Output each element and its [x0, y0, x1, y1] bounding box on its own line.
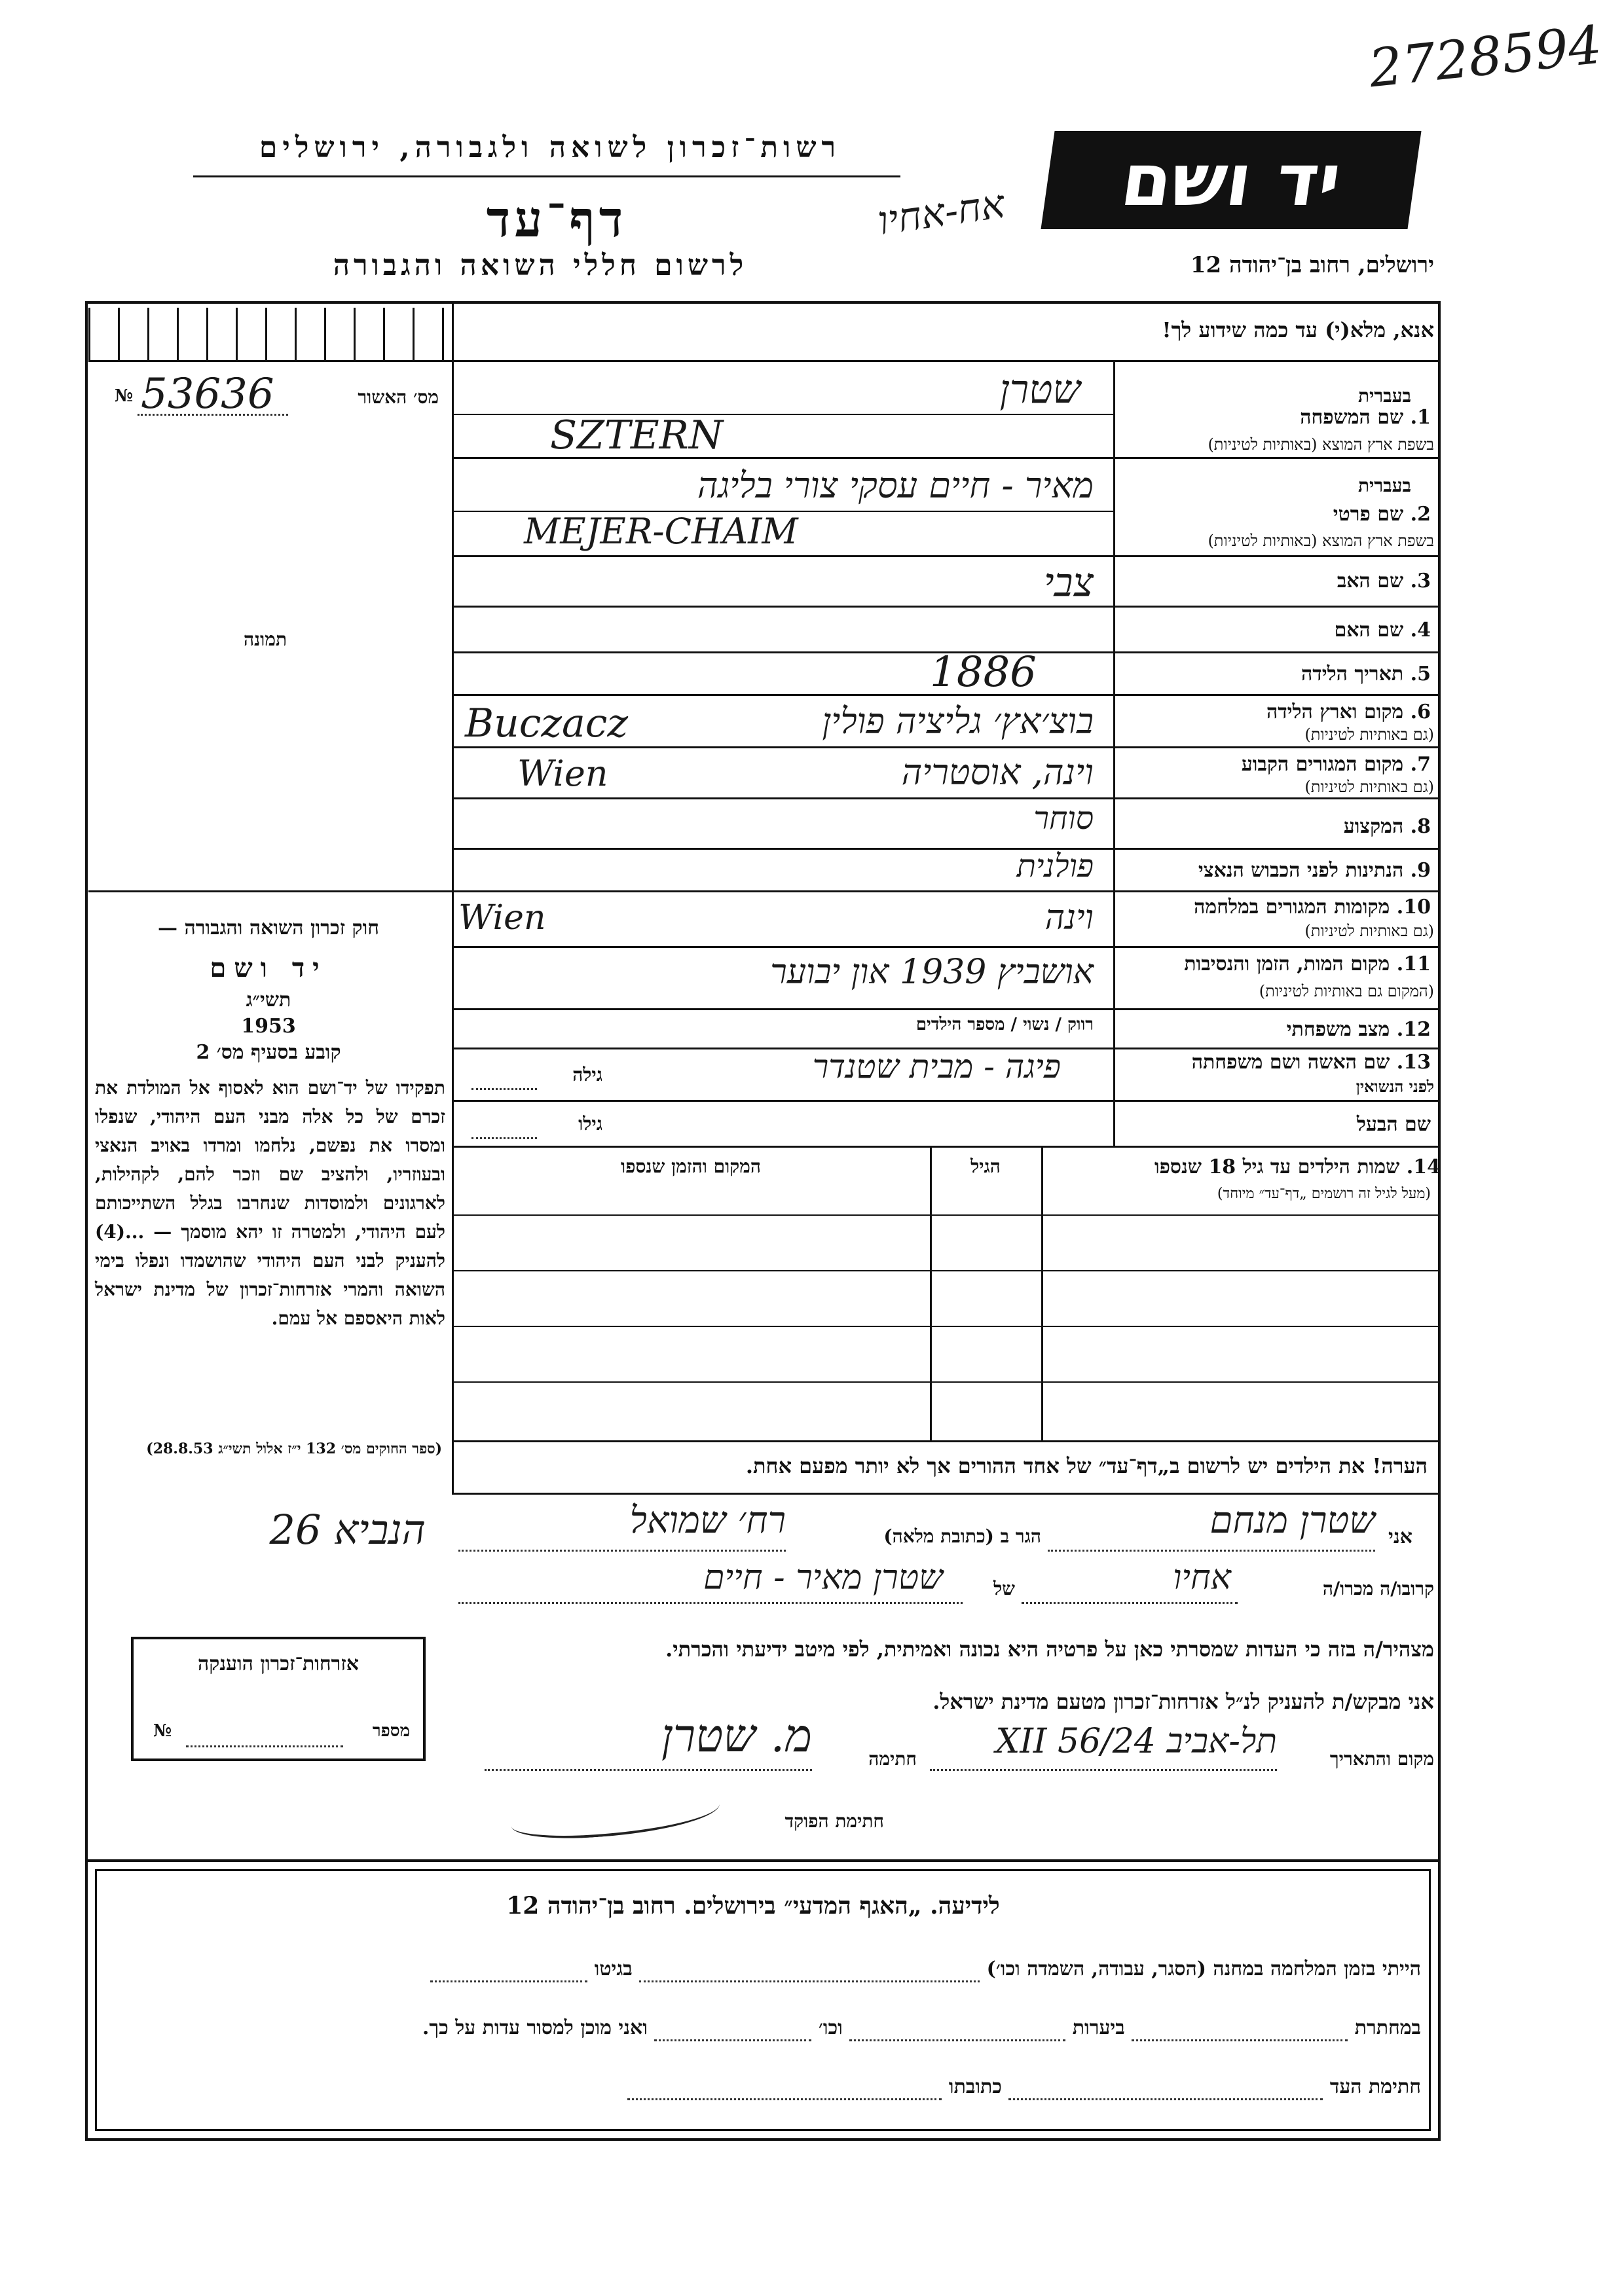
- field-11-label: [1123, 953, 1431, 975]
- instruction-rule: [452, 360, 1441, 362]
- decl-address-line: [458, 1548, 786, 1552]
- children-col-2: [930, 1146, 932, 1440]
- field-10-value-latin: Wien: [458, 898, 546, 938]
- husband-age-label: גילו: [578, 1113, 602, 1135]
- footer-line1: [111, 1958, 1421, 1982]
- field-13-age-label: גילה: [572, 1064, 602, 1085]
- field-1-num: 1.: [1410, 406, 1431, 429]
- field-1-value: שטרן: [999, 367, 1080, 412]
- footer-line1-blank: [639, 1958, 980, 1982]
- footer-line2-b: ביערות: [1072, 2016, 1125, 2039]
- field-1-value-latin: SZTERN: [550, 412, 724, 458]
- field-2-value-latin: MEJER-CHAIM: [524, 511, 798, 552]
- field-10-num: 10.: [1396, 896, 1431, 919]
- footer-line3-blank-a: [1008, 2075, 1323, 2100]
- field-13-label: [1123, 1051, 1431, 1074]
- footer-line1-end: בגיטו: [594, 1958, 633, 1980]
- decl-signature-label: חתימה: [868, 1748, 917, 1770]
- field-7-label: [1123, 753, 1431, 776]
- children-num: 14.: [1406, 1156, 1441, 1178]
- citizenship-title: אזרחות־זכרון הוענקה: [197, 1652, 360, 1675]
- instruction: אנא, מלא(י) עד כמה שידוע לך!: [1162, 318, 1434, 342]
- field-11-text: מקום המות, הזמן והנסיבות: [1184, 953, 1390, 975]
- field-8-text: המקצוע: [1343, 815, 1404, 838]
- footer-line3-b: כתובתו: [948, 2075, 1002, 2098]
- decl-living-in-label: הגר ב (כתובת מלאה): [883, 1525, 1041, 1547]
- footer-line1-blank2: [430, 1958, 587, 1982]
- decl-name-line: [1048, 1548, 1375, 1552]
- citizenship-number-label: מספר: [372, 1721, 410, 1741]
- decl-request: אני מבקש/ת להעניק לנ״ל אזרחות־זכרון מטעם מדינת ישראל.: [932, 1689, 1434, 1714]
- field-12-options: רווק / נשוי / מספר הילדים: [915, 1015, 1094, 1034]
- field-1-sub-heb: בעברית: [1357, 385, 1411, 407]
- footer-line2-a: במחתרת: [1354, 2016, 1421, 2039]
- field-10-text: מקומות המגורים במלחמה: [1194, 896, 1390, 919]
- field-7-value-latin: Wien: [517, 753, 608, 794]
- decl-i-label: אני: [1388, 1525, 1412, 1548]
- field-2-num: 2.: [1410, 503, 1431, 526]
- tick-marks: [88, 308, 449, 360]
- field-1-label: [1123, 406, 1431, 429]
- decl-address: רח׳ שמואל: [629, 1499, 786, 1542]
- left-panel-divider: [452, 301, 454, 1493]
- label-column-divider: [1113, 360, 1115, 1146]
- field-7-text: מקום המגורים הקבוע: [1241, 753, 1404, 776]
- law-year: 1953: [241, 1015, 296, 1038]
- law-text: תפקידו של יד־ושם הוא לאסוף אל המולדת את זכרם של כל אלה מבני העם היהודי, שנפלו ומסרו את נפשם, נלחמו ומרדו באויב הנאצי ובעוזריו, ולהציב שם וזכר להם, לקהילות, לארגונים ולמוסדות שנחרבו בגלל השתייכותם לעם היהודי, ולמטרה זו יהא מוסמך — ...(4) להעניק לבני העם היהודי שהושמדו ונפלו בימי השואה והמרי אזרחות־זכרון של מדינת ישראל לאות היאספם אל עמם.: [95, 1077, 445, 1329]
- photo-label: תמונה: [243, 629, 287, 650]
- decl-relation-line: [1022, 1601, 1238, 1604]
- children-subtitle: (מעל לגיל זה רושמים „דף־עד״ מיוחד): [1217, 1186, 1431, 1202]
- field-6-num: 6.: [1410, 701, 1431, 723]
- law-section: קובע בסעיף מס׳ 2: [196, 1041, 341, 1064]
- footer-heading: לידיעה. „האגף המדעי״ בירושלים. רחוב בן־יהודה 12: [506, 1892, 1000, 1920]
- field-11-value: אושביץ 1939 און יבוער: [770, 953, 1094, 992]
- decl-relation-value: אחיו: [1173, 1558, 1231, 1597]
- row-rule: [452, 1100, 1441, 1102]
- field-12-label: [1123, 1018, 1431, 1041]
- note-rule: [452, 1493, 1441, 1495]
- children-row-rule: [452, 1381, 1441, 1383]
- certificate-prefix: №: [115, 386, 134, 406]
- footer-line2-c: וכו׳: [818, 2016, 843, 2039]
- husband-age-line: [471, 1136, 537, 1139]
- decl-statement: מצהיר/ה בזה כי העדות שמסרתי כאן על פרטיה היא נכונה ואמיתית, לפי מיטב ידיעתי והכרתי.: [665, 1637, 1434, 1662]
- field-10-label: [1123, 896, 1431, 919]
- children-title: [1048, 1156, 1441, 1178]
- field-8-num: 8.: [1410, 815, 1431, 838]
- citizenship-number-prefix: №: [153, 1721, 172, 1741]
- law-year-heb: תשי״ג: [246, 989, 291, 1011]
- form-subtitle: לרשום חללי השואה והגבורה: [333, 249, 748, 282]
- children-row-rule: [452, 1270, 1441, 1271]
- field-6-value-latin: Buczacz: [465, 701, 628, 746]
- field-12-text: מצב משפחתי: [1286, 1018, 1390, 1041]
- field-13-age-line: [471, 1087, 537, 1090]
- footer-line1-text: הייתי בזמן המלחמה במחנה (הסגר, עבודה, השמדה וכו׳): [986, 1958, 1421, 1980]
- field-9-label: [1123, 859, 1431, 882]
- field-2-text: שם פרטי: [1333, 503, 1404, 526]
- children-title-text: שמות הילדים עד גיל 18 שנספו: [1154, 1156, 1400, 1178]
- law-rule: [88, 890, 455, 892]
- field-5-value: 1886: [930, 648, 1037, 697]
- field-3-value: צבי: [1043, 560, 1094, 606]
- field-1-sub: בשפת ארץ המוצא (באותיות לטיניות): [1208, 435, 1434, 454]
- archive-number: 2728594: [1366, 14, 1605, 100]
- logo-text: יד ושם: [1116, 138, 1346, 222]
- note: הערה! את הילדים יש לרשום ב„דף־עד״ של אחד ההורים אך לא יותר מפעם אחת.: [745, 1453, 1428, 1478]
- field-1-text: שם המשפחה: [1300, 406, 1404, 429]
- field-4-label: [1123, 619, 1431, 642]
- children-row-rule: [452, 1326, 1441, 1327]
- field-10-sub: (גם באותיות לטיניות): [1304, 922, 1434, 940]
- row-rule: [452, 946, 1441, 948]
- decl-relation-label: קרובו/ה מכרו/ה: [1322, 1578, 1434, 1599]
- row-rule: [452, 1146, 1441, 1148]
- decl-side-note: הנביא 26: [269, 1506, 426, 1554]
- field-8-label: [1123, 815, 1431, 838]
- decl-declarant-name: שטרן מנחם: [1209, 1499, 1375, 1542]
- field-2-value: מאיר - חיים עסקי צורי בליגה: [697, 465, 1094, 506]
- footer-line3: [111, 2075, 1421, 2100]
- field-2-label: [1123, 503, 1431, 526]
- footer-line2-d: ואני מוכן למסור עדות על כך.: [422, 2016, 648, 2039]
- field-5-label: [1123, 663, 1431, 685]
- left-top-rule: [88, 360, 455, 362]
- footer-line2-blank-b: [849, 2016, 1065, 2041]
- footer-line2: [111, 2016, 1421, 2041]
- field-13-sub: לפני הנשואין: [1356, 1077, 1434, 1096]
- decl-officer-label: חתימת הפוקד: [784, 1810, 884, 1832]
- row-rule: [452, 606, 1441, 608]
- field-11-num: 11.: [1396, 953, 1431, 975]
- children-table-bottom: [452, 1440, 1441, 1442]
- authority-line: רשות־זכרון לשואה ולגבורה, ירושלים: [259, 131, 841, 164]
- field-6-sub: (גם באותיות לטיניות): [1304, 725, 1434, 744]
- authority-underline: [193, 175, 900, 177]
- footer-line2-blank-c: [654, 2016, 811, 2041]
- field-2-sub-heb: בעברית: [1357, 475, 1411, 496]
- decl-place-date-line: [930, 1768, 1277, 1771]
- decl-place-date-value: תל-אביב 24/XII 56: [995, 1722, 1277, 1761]
- field-4-text: שם האם: [1334, 619, 1404, 642]
- decl-of-label: של: [993, 1578, 1015, 1599]
- row-rule: [452, 746, 1441, 748]
- field-6-text: מקום וארץ הלידה: [1266, 701, 1404, 723]
- husband-label: שם הבעל: [1356, 1113, 1431, 1136]
- field-9-text: הנתינות לפני הכבוש הנאצי: [1198, 859, 1404, 882]
- margin-note: אח-אחיו: [875, 181, 1008, 245]
- citizenship-box: [131, 1637, 426, 1761]
- field-12-num: 12.: [1396, 1018, 1431, 1041]
- address: ירושלים, רחוב בן־יהודה 12: [1190, 252, 1434, 278]
- footer-line3-blank-b: [627, 2075, 942, 2100]
- field-7-value: וינה, אוסטריה: [901, 752, 1094, 793]
- decl-signature-value: מ. שטרן: [661, 1709, 812, 1762]
- children-col-age: הגיל: [970, 1156, 1001, 1177]
- law-source: (ספר החוקים מס׳ 132 י״ז אלול תשי״ג 28.8.53): [146, 1440, 442, 1457]
- logo: [1041, 131, 1421, 229]
- field-5-num: 5.: [1410, 663, 1431, 685]
- field-13-num: 13.: [1396, 1051, 1431, 1074]
- field-13-text: שם האשה ושם משפחתה: [1191, 1051, 1390, 1074]
- children-col-1: [1041, 1146, 1043, 1440]
- field-11-sub: (המקום גם באותיות לטיניות): [1259, 982, 1434, 1000]
- field-7-num: 7.: [1410, 753, 1431, 776]
- footer-line2-blank-a: [1132, 2016, 1348, 2041]
- field-2-sub: בשפת ארץ המוצא (באותיות לטיניות): [1208, 532, 1434, 550]
- field-6-label: [1123, 701, 1431, 723]
- field-10-value: וינה: [1044, 898, 1094, 938]
- field-3-num: 3.: [1410, 570, 1431, 592]
- row-rule: [452, 1008, 1441, 1010]
- certificate-value: 53636: [141, 370, 274, 418]
- row-rule: [452, 555, 1441, 557]
- law-title: חוק זכרון השואה והגבורה —: [158, 917, 379, 939]
- citizenship-number-line: [186, 1744, 343, 1747]
- field-9-num: 9.: [1410, 859, 1431, 882]
- decl-place-date-label: מקום והתאריך: [1329, 1748, 1434, 1770]
- decl-signature-line: [485, 1768, 812, 1771]
- field-13-value: פיגה - מבית שטנדר: [812, 1048, 1061, 1085]
- row-rule: [452, 797, 1441, 799]
- law-name: יד ושם: [210, 953, 327, 983]
- field-9-value: פולנית: [1016, 848, 1094, 884]
- field-4-num: 4.: [1410, 619, 1431, 642]
- footer-line3-a: חתימת העד: [1329, 2075, 1421, 2098]
- certificate-label: מס׳ האשור: [358, 386, 439, 408]
- decl-of-value: שטרן מאיר - חיים: [703, 1558, 943, 1597]
- field-6-value: בוצ׳אץ׳ גליציה פולין: [822, 701, 1094, 742]
- field-7-sub: (גם באותיות לטיניות): [1304, 778, 1434, 796]
- children-col-place: המקום והזמן שנספו: [621, 1156, 761, 1177]
- certificate-dotline: [138, 412, 288, 416]
- field-3-label: [1123, 570, 1431, 592]
- form-title: דף־עד: [486, 190, 627, 248]
- children-row-rule: [452, 1214, 1441, 1216]
- field-5-text: תאריך הלידה: [1301, 663, 1404, 685]
- field-8-value: סוחר: [1033, 800, 1094, 837]
- decl-of-line: [458, 1601, 963, 1604]
- field-3-text: שם האב: [1337, 570, 1404, 592]
- row-rule: [452, 890, 1441, 892]
